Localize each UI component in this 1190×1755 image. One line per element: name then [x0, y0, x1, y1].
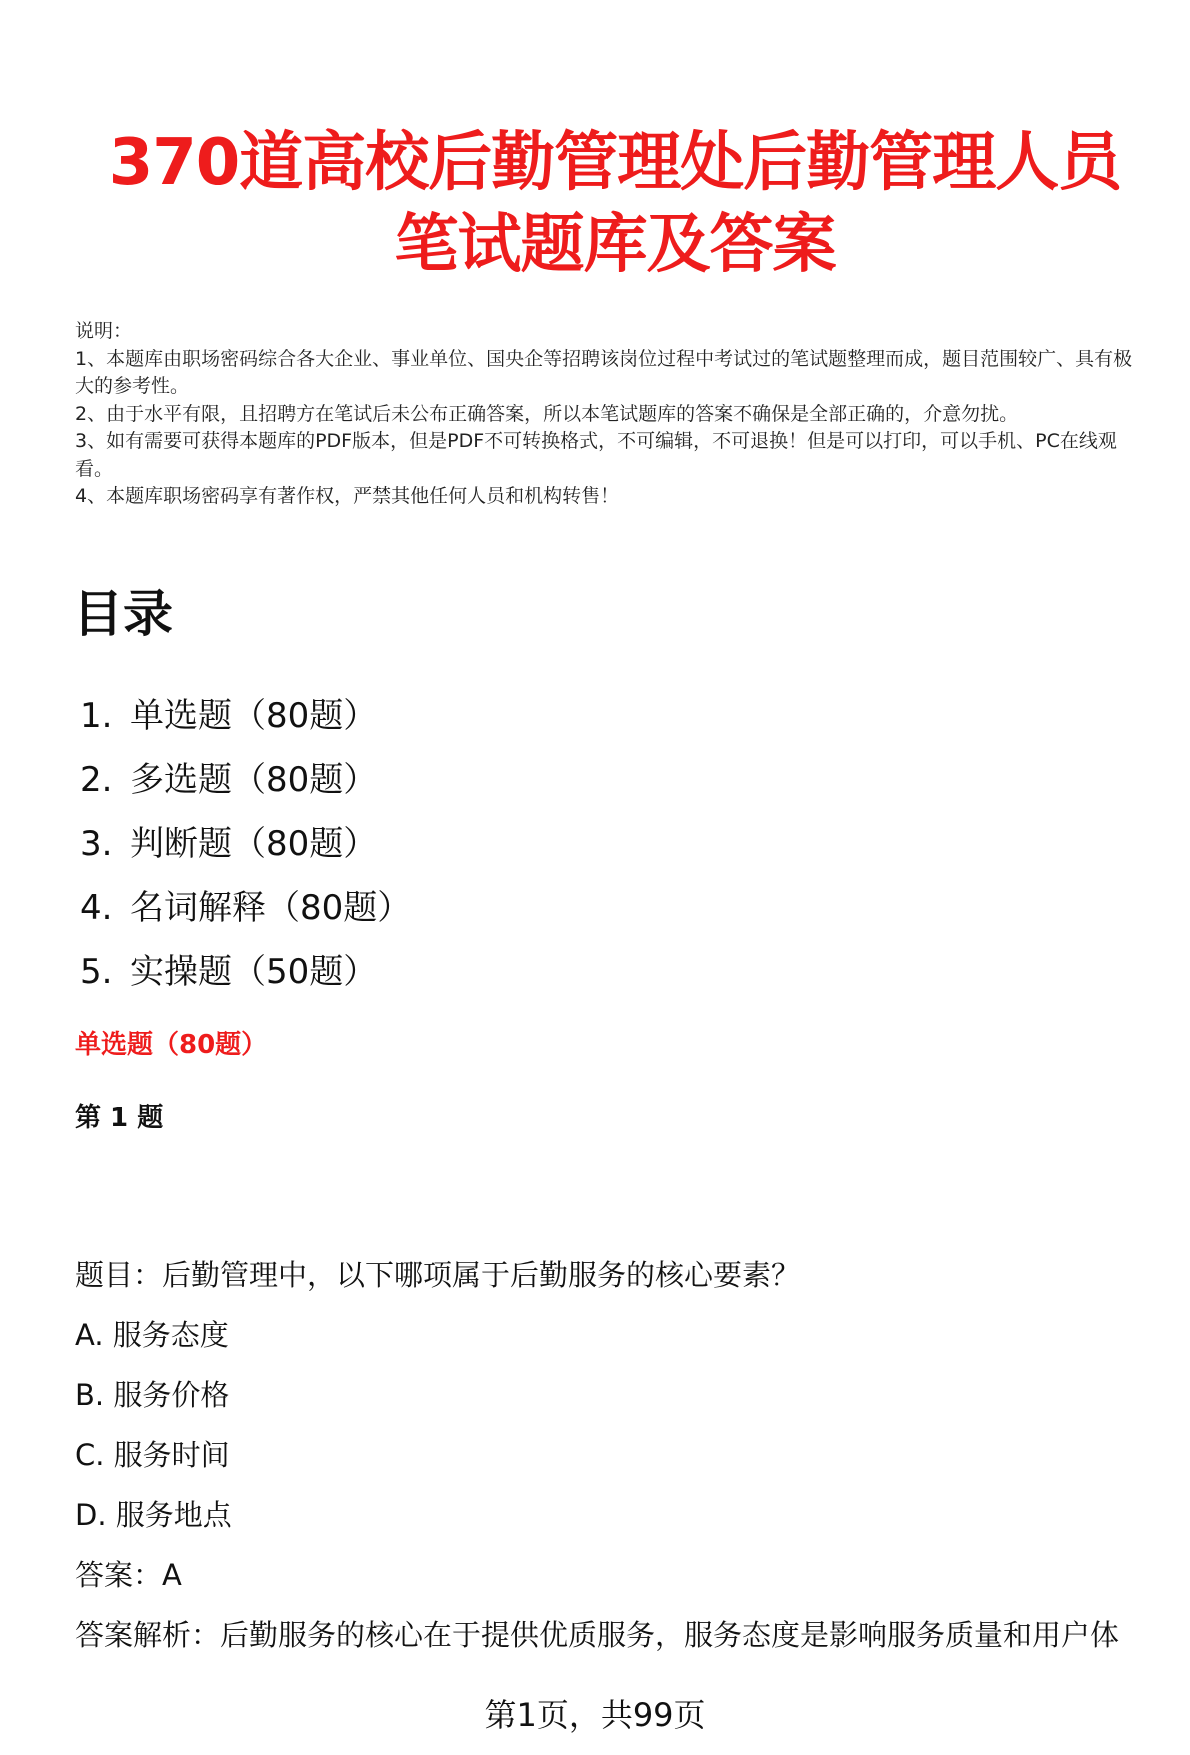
note-item: 4、本题库职场密码享有著作权，严禁其他任何人员和机构转售！ [75, 485, 620, 507]
toc-item-number: 1. [80, 696, 113, 736]
toc-item[interactable] [80, 940, 411, 1004]
question-number: 第 1 题 [75, 1103, 164, 1133]
notes-heading: 说明： [75, 320, 133, 342]
title-line-1: 370道高校后勤管理处后勤管理人员 [108, 126, 1122, 200]
toc-item-number: 3. [80, 824, 113, 864]
option-d: D. 服务地点 [75, 1498, 232, 1532]
answer: 答案：A [75, 1558, 182, 1592]
document-title [70, 122, 1160, 286]
option-c: C. 服务时间 [75, 1438, 230, 1472]
toc-item-label: 判断题（80题） [130, 824, 378, 864]
title-line-2: 笔试题库及答案 [394, 208, 836, 282]
toc-item-number: 5. [80, 952, 113, 992]
toc-item[interactable] [80, 748, 411, 812]
option-a: A. 服务态度 [75, 1318, 229, 1352]
answer-explanation: 答案解析：后勤服务的核心在于提供优质服务，服务态度是影响服务质量和用户体 [75, 1618, 1120, 1652]
toc-item[interactable] [80, 876, 411, 940]
toc-item[interactable] [80, 684, 411, 748]
note-item: 2、由于水平有限，且招聘方在笔试后未公布正确答案，所以本笔试题库的答案不确保是全部正确的，介意勿扰。 [75, 402, 1019, 425]
toc-title: 目录 [73, 585, 173, 643]
toc-item-label: 实操题（50题） [130, 952, 378, 992]
toc-item-label: 名词解释（80题） [130, 888, 412, 928]
toc-item[interactable] [80, 812, 411, 876]
instructions [75, 318, 1150, 511]
toc-item-label: 单选题（80题） [130, 696, 378, 736]
toc-item-label: 多选题（80题） [130, 760, 378, 800]
note-item: 3、如有需要可获得本题库的PDF版本，但是PDF不可转换格式，不可编辑，不可退换！但是可以打印，可以手机、PC在线观看。 [75, 430, 1117, 480]
question-block [75, 1245, 1150, 1665]
section-heading: 单选题（80题） [75, 1030, 268, 1060]
note-item: 1、本题库由职场密码综合各大企业、事业单位、国央企等招聘该岗位过程中考试过的笔试题整理而成，题目范围较广、具有极大的参考性。 [75, 347, 1133, 397]
question-stem: 题目：后勤管理中，以下哪项属于后勤服务的核心要素？ [75, 1258, 801, 1292]
table-of-contents [80, 684, 411, 1004]
toc-item-number: 4. [80, 888, 113, 928]
option-b: B. 服务价格 [75, 1378, 230, 1412]
page-footer: 第1页，共99页 [484, 1696, 706, 1734]
toc-item-number: 2. [80, 760, 113, 800]
